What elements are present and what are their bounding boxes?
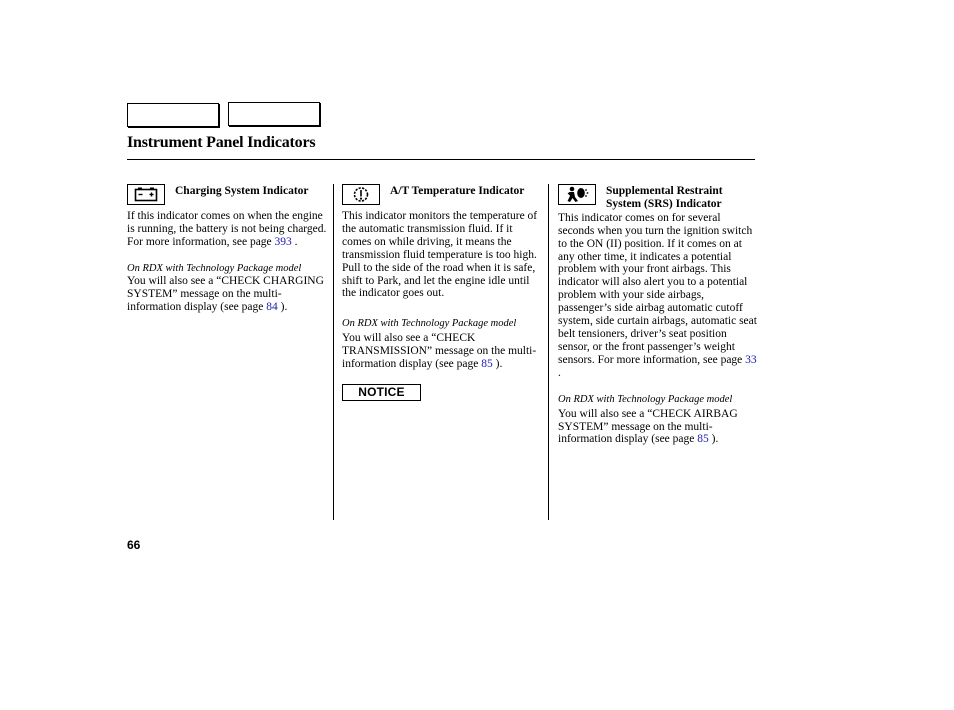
page-link[interactable]: 84 [266, 300, 278, 313]
battery-icon [127, 184, 165, 205]
model-note: On RDX with Technology Package model [558, 393, 733, 405]
section-body: This indicator comes on for several seconds when you turn the ignition switch to the ON (II) position. If it comes on at any other time, it indicates a potential problem with your front airbags. This indicator will also alert you to a potential problem with your side airbags, passenger’s side airbag automatic cutoff system, side curtain airbags, automatic seat belt tensioners, driver’s seat position sensor, or the front passenger’s weight sensors. For more information, see page 33 . [558, 211, 757, 379]
section-header [558, 184, 758, 211]
section-heading: Charging System Indicator [175, 185, 309, 197]
notice-label: NOTICE [342, 384, 421, 401]
column-divider [548, 184, 549, 520]
title-divider [127, 159, 755, 160]
page-number: 66 [127, 538, 141, 552]
section-at-temperature [342, 184, 542, 401]
nav-button-next[interactable] [228, 102, 320, 126]
page-link[interactable]: 85 [481, 358, 493, 371]
page-title: Instrument Panel Indicators [127, 134, 316, 151]
section-charging-system [127, 184, 329, 313]
section-srs [558, 184, 758, 446]
note-body: You will also see a “CHECK TRANSMISSION” message on the multi-information display (see page 85 ). [342, 332, 537, 371]
note-body: You will also see a “CHECK AIRBAG SYSTEM” message on the multi-information display (see page 85 ). [558, 407, 738, 446]
page-link[interactable]: 33 [745, 353, 757, 366]
model-note: On RDX with Technology Package model [342, 318, 517, 330]
page-link[interactable]: 85 [697, 433, 709, 446]
section-heading: A/T Temperature Indicator [390, 185, 525, 197]
section-header [127, 184, 329, 205]
airbag-icon [558, 184, 596, 205]
transmission-temperature-icon [342, 184, 380, 205]
section-body: If this indicator comes on when the engine is running, the battery is not being charged. For more information, see page 393 . [127, 210, 327, 248]
section-header [342, 184, 542, 205]
section-body: This indicator monitors the temperature of the automatic transmission fluid. If it comes on while driving, it means the transmission fluid temperature is too high. Pull to the side of the road when it is safe, shift to Park, and let the engine idle until the indicator goes out. [342, 210, 538, 300]
note-body: You will also see a “CHECK CHARGING SYSTEM” message on the multi-information display (see page 84 ). [127, 274, 324, 313]
nav-button-previous[interactable] [127, 103, 219, 127]
page-link[interactable]: 393 [274, 235, 292, 248]
column-divider [333, 184, 334, 520]
section-heading: Supplemental Restraint System (SRS) Indicator [606, 185, 723, 210]
model-note: On RDX with Technology Package model [127, 262, 302, 274]
